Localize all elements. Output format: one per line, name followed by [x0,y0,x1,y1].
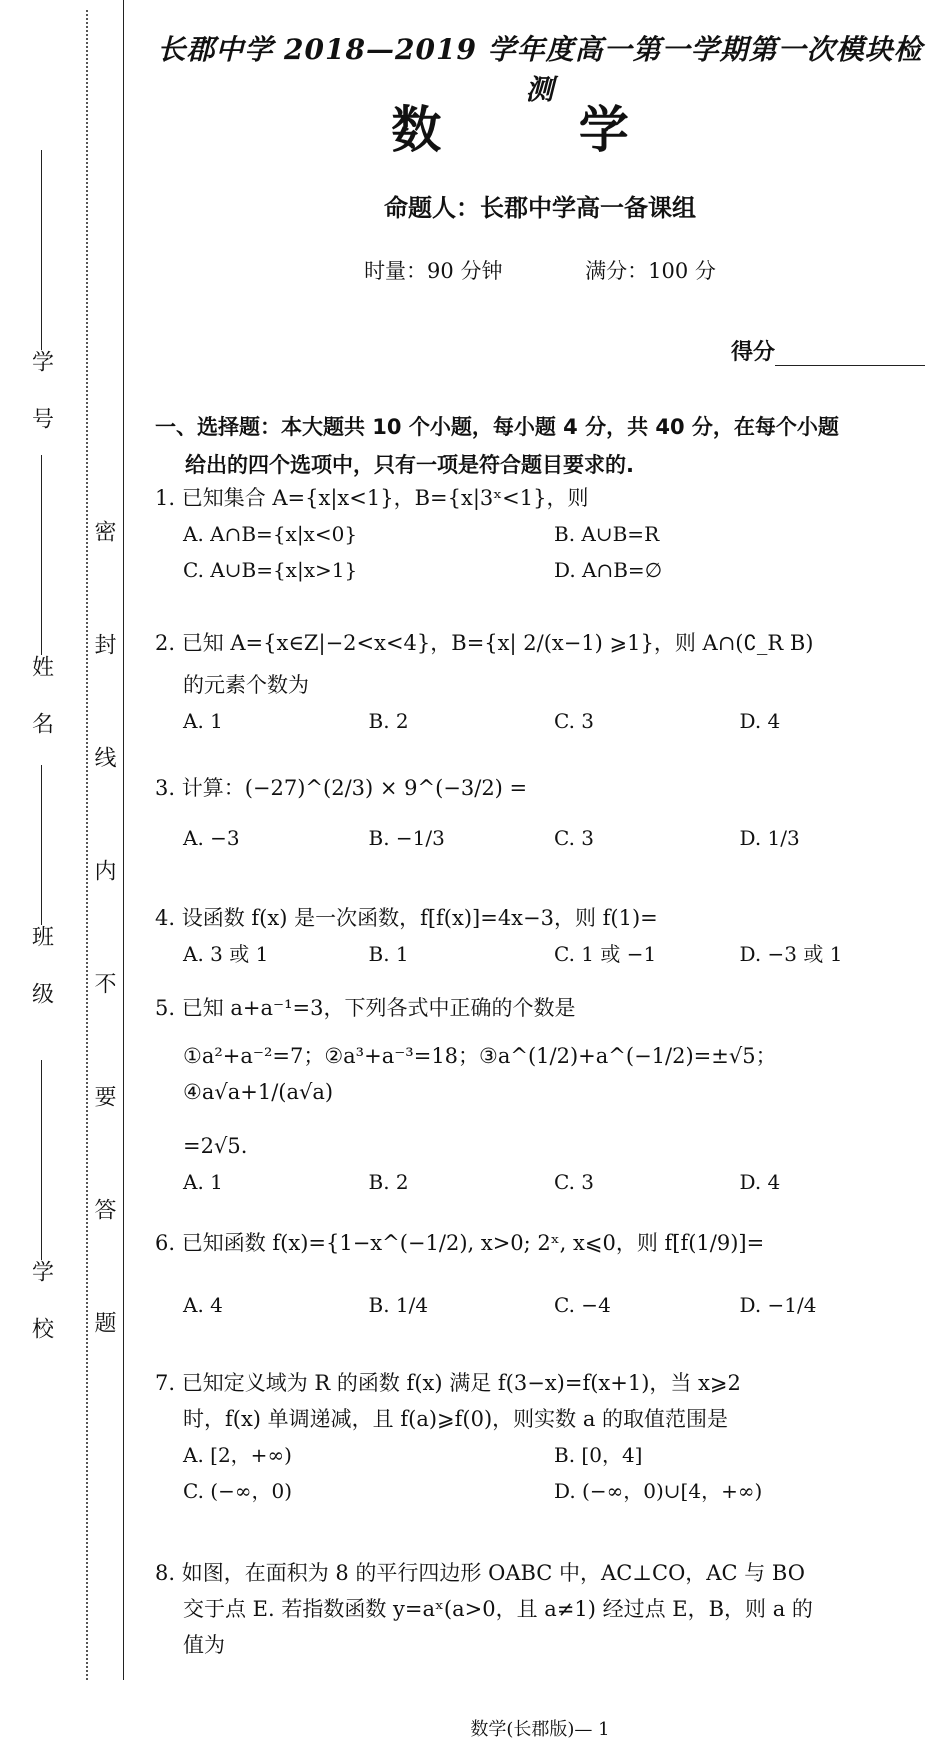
page-footer: 数学(长郡版)— 1 [470,1719,610,1740]
student-number-field[interactable]: 学 号 [24,150,58,450]
school-field[interactable]: 学 校 [24,1060,58,1360]
binding-sidebar [0,0,140,1760]
seal-notice: 密 封 线 内 不 要 答 题 [91,520,116,1375]
option-a[interactable]: A. 1 [183,709,223,733]
question-3 [155,770,925,856]
option-b[interactable]: B. 1/4 [368,1293,429,1317]
question-stem: 2. 已知 A={x∈Z|−2<x<4}，B={x| 2/(x−1) ⩾1}，则 A∩(∁_R B) [155,631,814,655]
option-a[interactable]: A. −3 [183,826,240,850]
option-c[interactable]: C. −4 [554,1293,611,1317]
option-c[interactable]: C. A∪B={x|x>1} [183,558,358,582]
question-6 [155,1225,925,1323]
class-field[interactable]: 班 级 [24,765,58,1065]
option-c[interactable]: C. 1 或 −1 [554,942,657,966]
question-stem: 8. 如图，在面积为 8 的平行四边形 OABC 中，AC⊥CO，AC 与 BO [155,1561,805,1585]
name-field[interactable]: 姓 名 [24,455,58,765]
question-stem: 5. 已知 a+a⁻¹=3，下列各式中正确的个数是 [155,996,576,1020]
margin-rule [123,0,124,1680]
option-d[interactable]: D. 1/3 [739,826,800,850]
option-d[interactable]: D. A∩B=∅ [554,558,663,582]
question-2: 2. 已知 A={x∈Z|−2<x<4}，B={x| 2/(x−1) ⩾1}，则 A∩(∁_R B) 的元素个数为 A. 1 B. 2 C. 3 D. 4 [155,625,925,739]
option-a[interactable]: A. 4 [183,1293,223,1317]
option-c[interactable]: C. 3 [554,709,595,733]
option-b[interactable]: B. 1 [368,942,409,966]
option-d[interactable]: D. (−∞，0)∪[4，+∞) [554,1479,763,1503]
question-stem: 1. 已知集合 A={x|x<1}，B={x|3ˣ<1}，则 [155,486,589,510]
option-d[interactable]: D. 4 [739,1170,781,1194]
option-a[interactable]: A. 3 或 1 [183,942,269,966]
author-line: 命题人：长郡中学高一备课组 [384,194,696,222]
option-b[interactable]: B. [0，4] [554,1443,643,1467]
option-b[interactable]: B. A∪B=R [554,522,660,546]
option-c[interactable]: C. 3 [554,826,595,850]
question-1 [155,480,925,588]
question-4 [155,900,925,972]
subject-title: 数 学 [391,100,689,159]
question-8: 8. 如图，在面积为 8 的平行四边形 OABC 中，AC⊥CO，AC 与 BO 交于点 E. 若指数函数 y=aˣ(a>0，且 a≠1) 经过点 E，B，则 a 的 值为 [155,1555,925,1663]
exam-title: 长郡中学 2018—2019 学年度高一第一学期第一次模块检测 [157,33,923,106]
option-d[interactable]: D. −3 或 1 [739,942,843,966]
question-5: 5. 已知 a+a⁻¹=3，下列各式中正确的个数是 ①a²+a⁻²=7；②a³+a⁻³=18；③a^(1/2)+a^(−1/2)=±√5；④a√a+1/(a√a) =2√5. A. 1 B. 2 C. 3 D. 4 [155,990,925,1200]
option-b[interactable]: B. 2 [368,709,409,733]
question-stem: 7. 已知定义域为 R 的函数 f(x) 满足 f(3−x)=f(x+1)，当 x⩾2 [155,1371,741,1395]
section-heading: 一、选择题：本大题共 10 个小题，每小题 4 分，共 40 分，在每个小题 给出的四个选项中，只有一项是符合题目要求的. [155,415,839,477]
time-limit: 时量：90 分钟 [364,259,503,283]
score-label: 得分 [730,340,775,365]
full-score: 满分：100 分 [585,259,716,283]
question-stem: 4. 设函数 f(x) 是一次函数，f[f(x)]=4x−3，则 f(1)= [155,906,658,930]
option-a[interactable]: A. A∩B={x|x<0} [183,522,358,546]
question-stem: 3. 计算：(−27)^(2/3) × 9^(−3/2) = [155,776,528,800]
option-d[interactable]: D. 4 [739,709,781,733]
question-stem: 6. 已知函数 f(x)={1−x^(−1/2), x>0; 2ˣ, x⩽0，则 f[f(1/9)]= [155,1231,765,1255]
option-c[interactable]: C. (−∞，0) [183,1479,293,1503]
exam-meta [155,255,925,285]
question-7: 7. 已知定义域为 R 的函数 f(x) 满足 f(3−x)=f(x+1)，当 x⩾2 时，f(x) 单调递减，且 f(a)⩾f(0)，则实数 a 的取值范围是 A. [2，+∞) B. [0，4] C. (−∞，0) D. (−∞，0)∪[4，+∞) [155,1365,925,1509]
score-blank[interactable] [775,339,925,366]
option-c[interactable]: C. 3 [554,1170,595,1194]
option-b[interactable]: B. −1/3 [368,826,445,850]
option-a[interactable]: A. [2，+∞) [183,1443,292,1467]
option-b[interactable]: B. 2 [368,1170,409,1194]
option-a[interactable]: A. 1 [183,1170,223,1194]
score-field[interactable] [731,335,925,366]
option-d[interactable]: D. −1/4 [739,1293,817,1317]
